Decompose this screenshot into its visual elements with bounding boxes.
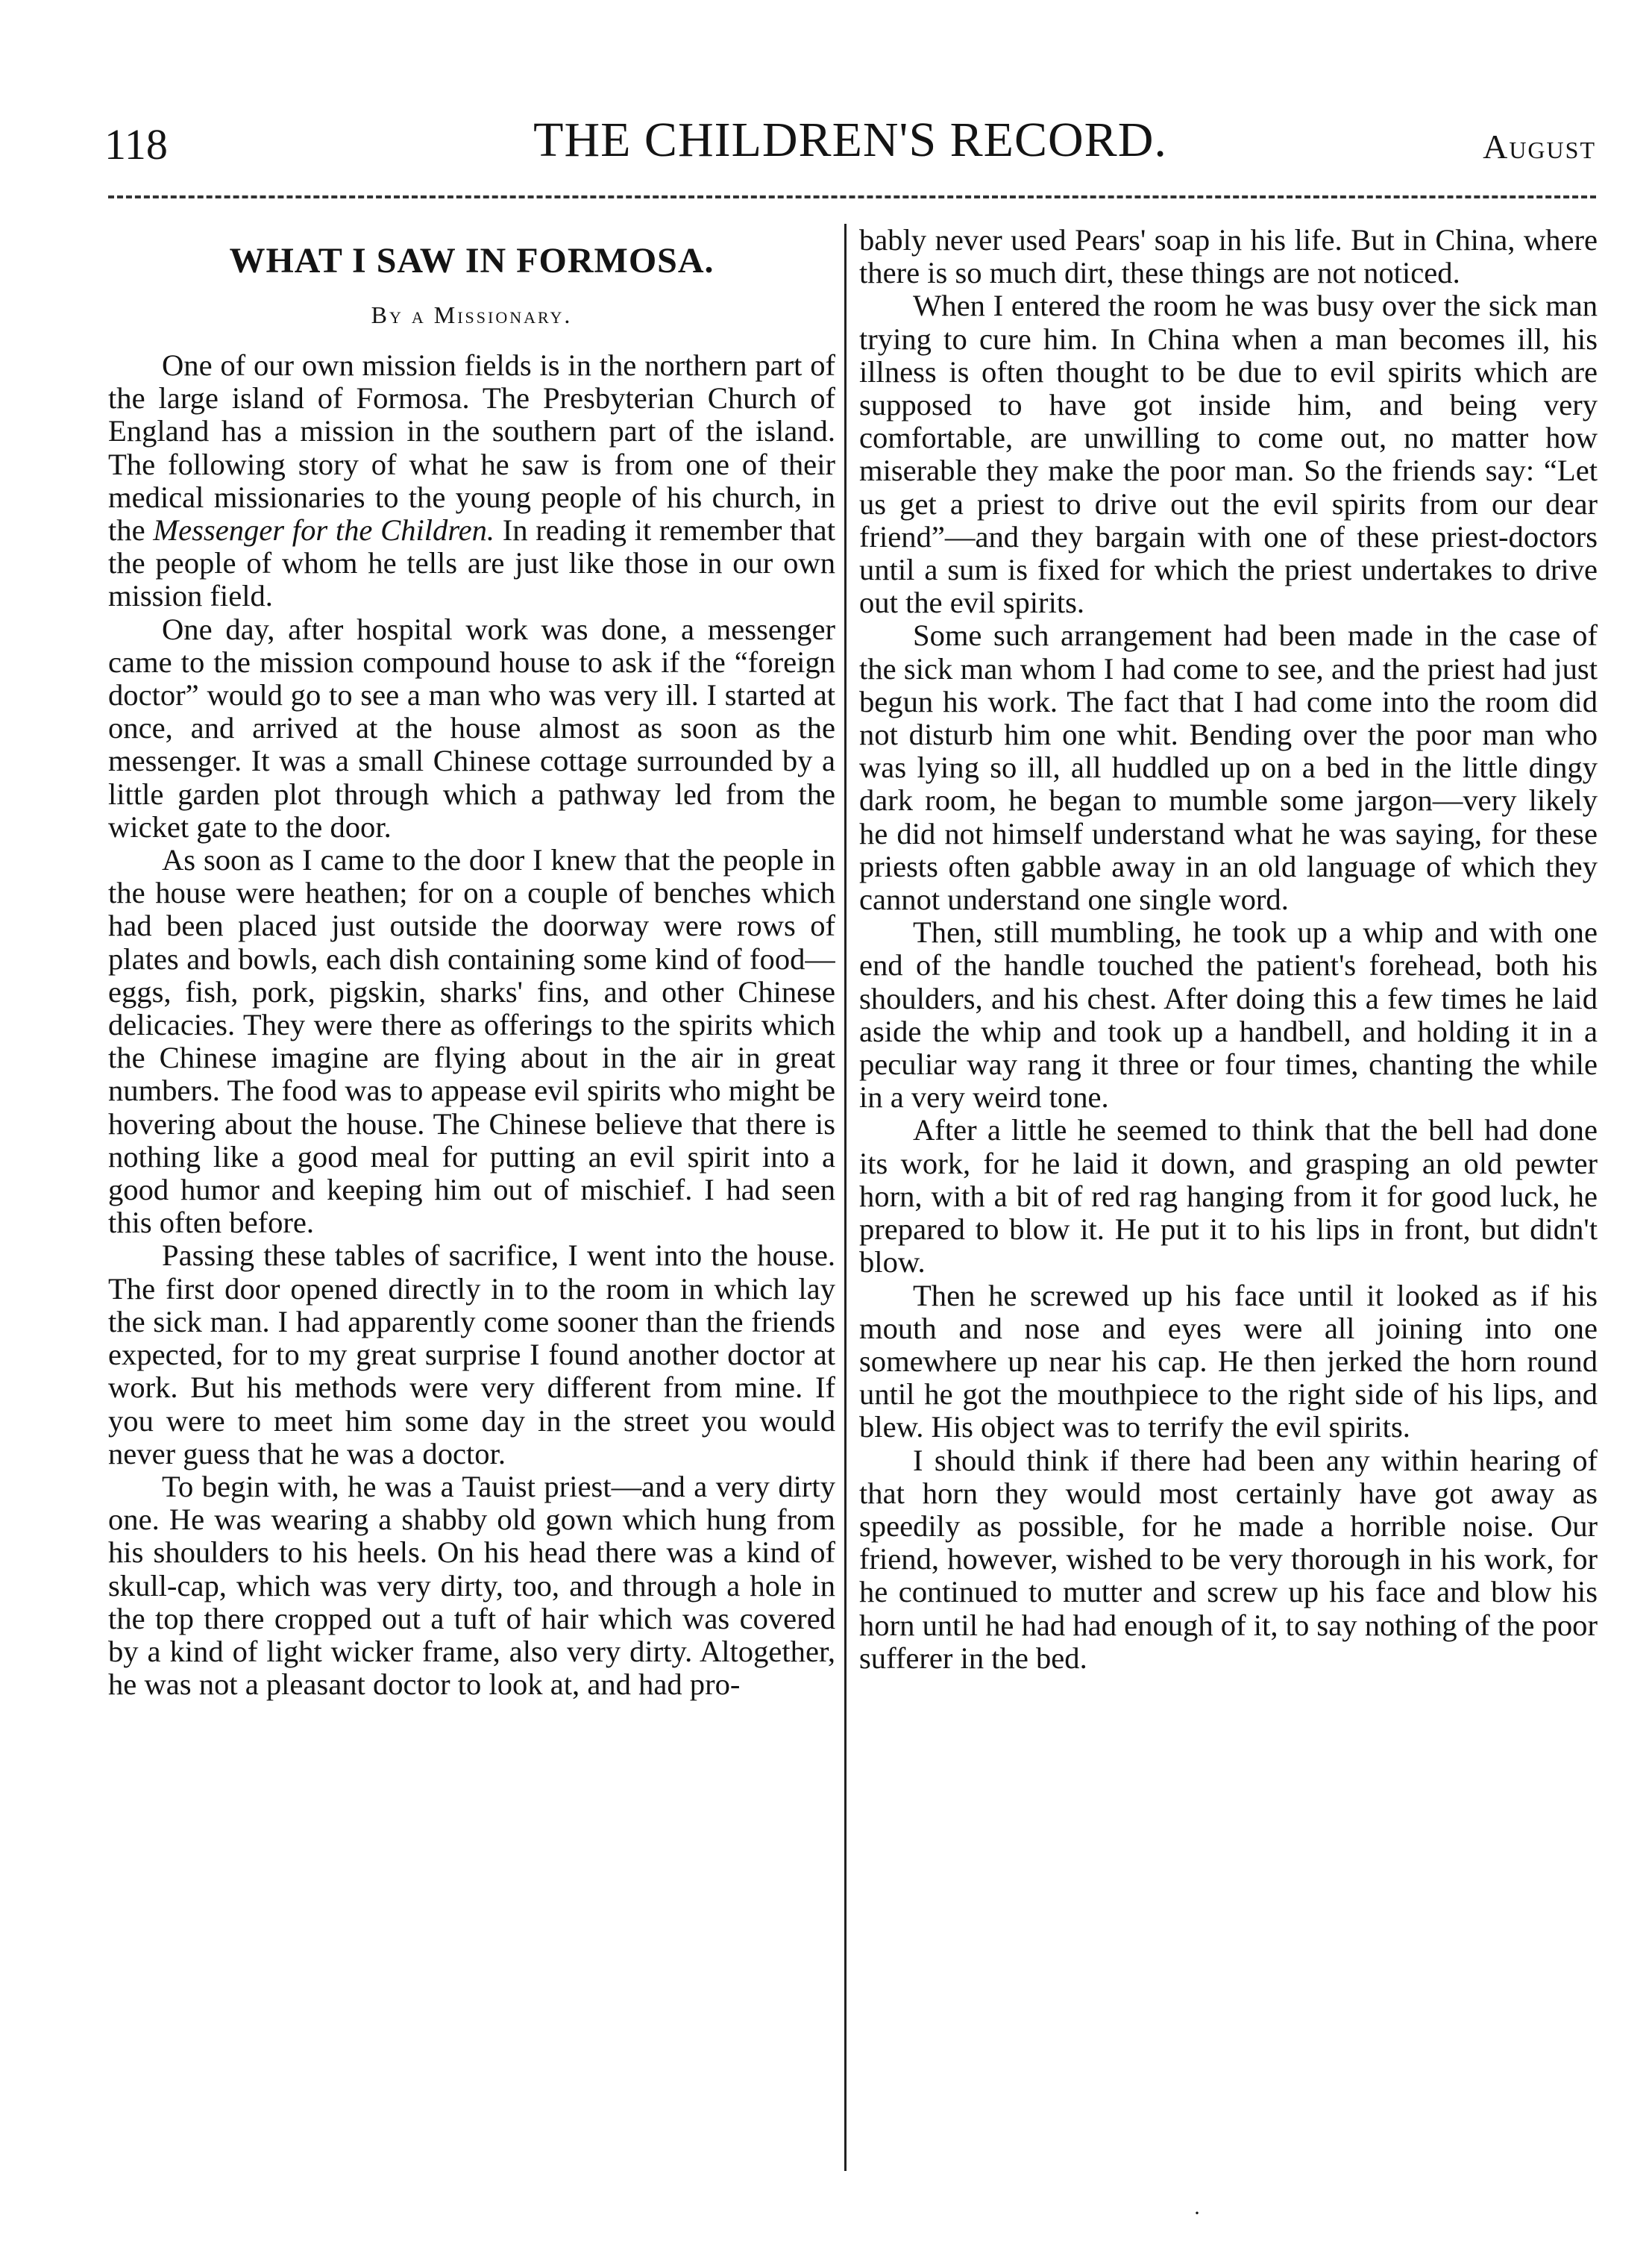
- paragraph-5: To begin with, he was a Tauist priest—and a very dirty one. He was wearing a shabby old gown which hung from his shoulders to his heels. On his head there was a kind of skull-cap, which was very dirty, too, and through a hole in the top there cropped out a tuft of hair which was covered by a kind of light wicker frame, also very dirty. Altogether, he was not a pleasant doctor to look at, and had pro-: [108, 1469, 835, 1702]
- paragraph-2: One day, after hospital work was done, a messenger came to the mission compound house to ask if the “foreign doctor” would go to see a man who was very ill. I started at once, and arrived at the house almost as soon as the messenger. It was a small Chinese cottage surrounded by a little garden plot through which a pathway led from the wicket gate to the door.: [108, 612, 835, 844]
- paragraph-7: Some such arrangement had been made in the case of the sick man whom I had come to see, and the priest had just begun his work. The fact that I had come into the room did not disturb him one whit. Bending over the poor man who was lying so ill, all huddled up on a bed in the little dingy dark room, he began to mumble some jargon—very likely he did not himself understand what he was saying, for these priests often gabble away in an old language of which they cannot understand one single word.: [859, 618, 1598, 917]
- paragraph-1-text-a: One of our own mission fields is in the northern part of the large island of Formosa. The Presbyterian Church of England has a mission in the southern part of the island. The following story of what he saw is from one of their medical missionaries to the young people of his church, in the: [108, 348, 835, 548]
- paragraph-1: [108, 349, 835, 613]
- paragraph-5-continued: bably never used Pears' soap in his life. But in China, where there is so much dirt, these things are not noticed.: [859, 224, 1598, 290]
- running-title: THE CHILDREN'S RECORD.: [533, 113, 1167, 167]
- paragraph-3: As soon as I came to the door I knew that the people in the house were heathen; for on a couple of benches which had been placed just outside the doorway were rows of plates and bowls, each dish containing some kind of food—eggs, fish, pork, pigskin, sharks' fins, and other Chinese delicacies. They were there as offerings to the spirits which the Chinese imagine are flying about in the air in great numbers. The food was to appease evil spirits who might be hovering about the house. The Chinese believe that there is nothing like a good meal for putting an evil spirit into a good humor and keeping him out of mischief. I had seen this often before.: [108, 843, 835, 1240]
- article-byline: By a Missionary.: [371, 301, 573, 328]
- article-title: WHAT I SAW IN FORMOSA.: [229, 241, 714, 281]
- paragraph-8: Then, still mumbling, he took up a whip and with one end of the handle touched the patient's forehead, both his shoulders, and his chest. After doing this a few times he laid aside the whip and took up a handbell, and holding it in a peculiar way rang it three or four times, chanting the while in a very weird tone.: [859, 915, 1598, 1115]
- issue-month: August: [1483, 128, 1596, 166]
- paragraph-9: After a little he seemed to think that the bell had done its work, for he laid it down, and grasping an old pewter horn, with a bit of red rag hanging from it for good luck, he prepared to blow it. He put it to his lips in front, but didn't blow.: [859, 1113, 1598, 1279]
- header-divider: [108, 195, 1596, 198]
- publication-name: Messenger for the Children.: [153, 513, 495, 548]
- footer-mark: ·: [1193, 2201, 1201, 2225]
- paragraph-6: When I entered the room he was busy over the sick man trying to cure him. In China when a man becomes ill, his illness is often thought to be due to evil spirits which are supposed to have got inside him, and being very comfortable, are unwilling to come out, no matter how miserable they make the poor man. So the friends say: “Let us get a priest to drive out the evil spirits from our dear friend”—and they bargain with one of these priest-doctors until a sum is fixed for which the priest undertakes to drive out the evil spirits.: [859, 289, 1598, 620]
- page-number: 118: [104, 120, 168, 169]
- right-column: [859, 224, 1598, 2178]
- paragraph-1-text-b: In reading it remember that the people of whom he tells are just like those in our own mission field.: [108, 513, 835, 613]
- paragraph-4: Passing these tables of sacrifice, I went into the house. The first door opened directly in to the room in which lay the sick man. I had apparently come sooner than the friends expected, for to my great surprise I found another doctor at work. But his methods were very different from mine. If you were to meet him some day in the street you would never guess that he was a doctor.: [108, 1238, 835, 1470]
- page-header: [104, 112, 1596, 179]
- paragraph-11: I should think if there had been any within hearing of that horn they would most certainly have got away as speedily as possible, for he made a horrible noise. Our friend, however, wished to be very thorough in his work, for he continued to mutter and screw up his face and blow his horn until he had had enough of it, to say nothing of the poor sufferer in the bed.: [859, 1443, 1598, 1675]
- paragraph-10: Then he screwed up his face until it looked as if his mouth and nose and eyes were all joining into one somewhere up near his cap. He then jerked the horn round until he got the mouthpiece to the right side of his lips, and blew. His object was to terrify the evil spirits.: [859, 1278, 1598, 1444]
- column-divider: [844, 224, 847, 2171]
- left-column: [108, 224, 835, 2178]
